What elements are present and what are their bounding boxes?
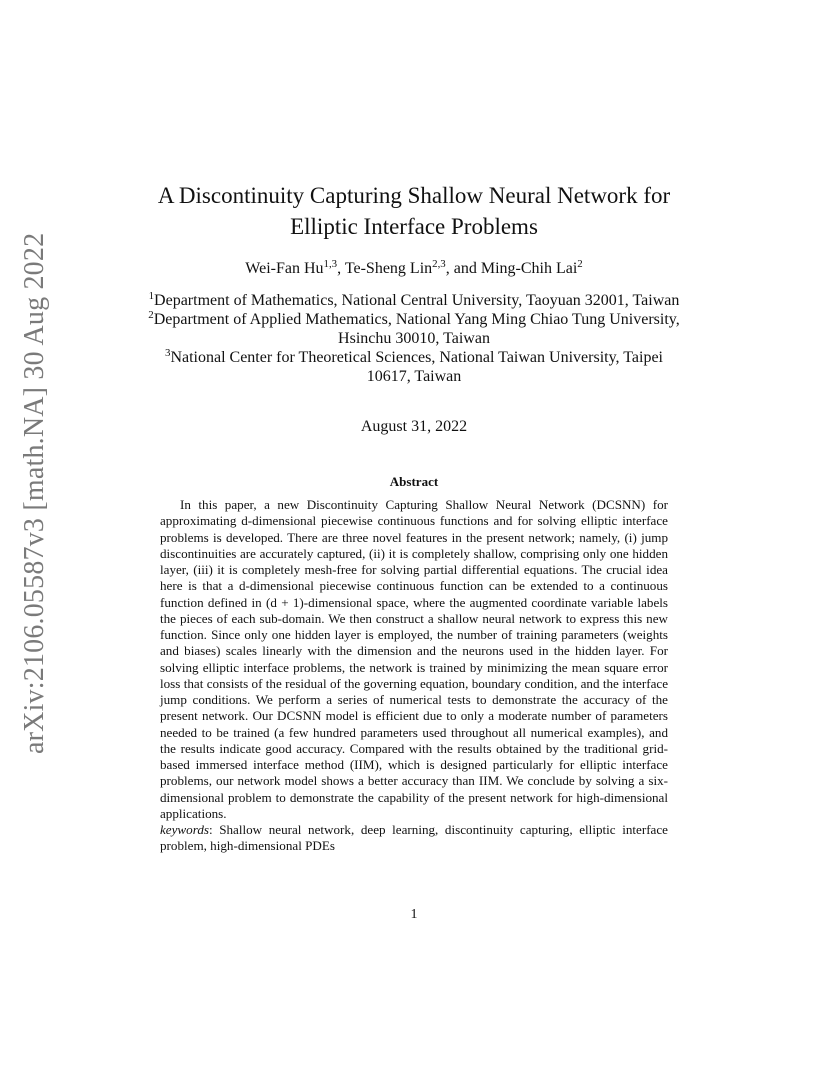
abstract-body — [160, 497, 668, 855]
author-affiliation-mark: 2 — [577, 258, 583, 271]
affiliation-mark: 3 — [165, 347, 171, 360]
affiliation-text: Department of Mathematics, National Central University, Taoyuan 32001, Taiwan — [154, 292, 680, 309]
keywords-text: : Shallow neural network, deep learning, discontinuity capturing, elliptic interface problem, high-dimensional PDEs — [160, 822, 668, 854]
paper-title — [120, 180, 708, 242]
keywords-line — [160, 822, 668, 855]
author-affiliation-mark: 1,3 — [323, 258, 338, 271]
title-line-1: A Discontinuity Capturing Shallow Neural Network for — [157, 183, 671, 208]
affiliation-text: Department of Applied Mathematics, National Yang Ming Chiao Tung University, — [153, 311, 680, 328]
author-separator: , — [337, 260, 345, 277]
author-name: Wei-Fan Hu — [245, 260, 324, 277]
affiliation-mark: 2 — [148, 309, 154, 322]
affiliation-3-continued: 10617, Taiwan — [366, 368, 462, 385]
author-separator: , and — [445, 260, 481, 277]
author-name: Te-Sheng Lin — [344, 260, 433, 277]
affiliation-list — [110, 291, 718, 386]
author-name: Ming-Chih Lai — [480, 260, 578, 277]
title-line-2: Elliptic Interface Problems — [290, 214, 538, 239]
publication-date: August 31, 2022 — [360, 418, 468, 435]
author-list — [120, 258, 708, 280]
affiliation-mark: 1 — [148, 290, 155, 303]
arxiv-identifier-stamp: arXiv:2106.05587v3 [math.NA] 30 Aug 2022 — [19, 232, 50, 754]
affiliation-1 — [110, 291, 718, 310]
abstract-paragraph: In this paper, a new Discontinuity Capturing Shallow Neural Network (DCSNN) for approximating d-dimensional piecewise continuous functions and for solving elliptic interface problems is developed. There are three novel features in the present network; namely, (i) jump discontinuities are accurately captured, (ii) it is completely shallow, comprising only one hidden layer, (iii) it is completely mesh-free for solving partial differential equations. The crucial idea here is that a d-dimensional piecewise continuous function can be extended to a continuous function defined in (d + 1)-dimensional space, where the augmented coordinate variable labels the pieces of each sub-domain. We then construct a shallow neural network to express this new function. Since only one hidden layer is employed, the number of training parameters (weights and biases) scales linearly with the dimension and the neurons used in the hidden layer. For solving elliptic interface problems, the network is trained by minimizing the mean square error loss that consists of the residual of the governing equation, boundary condition, and the interface jump conditions. We perform a series of numerical tests to demonstrate the accuracy of the present network. Our DCSNN model is efficient due to only a moderate number of parameters needed to be trained (a few hundred parameters used throughout all numerical examples), and the results indicate good accuracy. Compared with the results obtained by the traditional grid-based immersed interface method (IIM), which is designed particularly for elliptic interface problems, our network model shows a better accuracy than IIM. We conclude by solving a six-dimensional problem to demonstrate the capability of the present network for high-dimensional applications. — [160, 497, 668, 821]
affiliation-2-continued: Hsinchu 30010, Taiwan — [338, 330, 490, 347]
affiliation-3 — [110, 348, 718, 367]
keywords-label: keywords — [160, 822, 209, 837]
affiliation-2 — [110, 310, 718, 329]
author-affiliation-mark: 2,3 — [432, 258, 446, 271]
affiliation-text: National Center for Theoretical Sciences, National Taiwan University, Taipei — [170, 349, 663, 366]
page-number: 1 — [410, 907, 418, 922]
abstract-heading: Abstract — [389, 474, 439, 489]
